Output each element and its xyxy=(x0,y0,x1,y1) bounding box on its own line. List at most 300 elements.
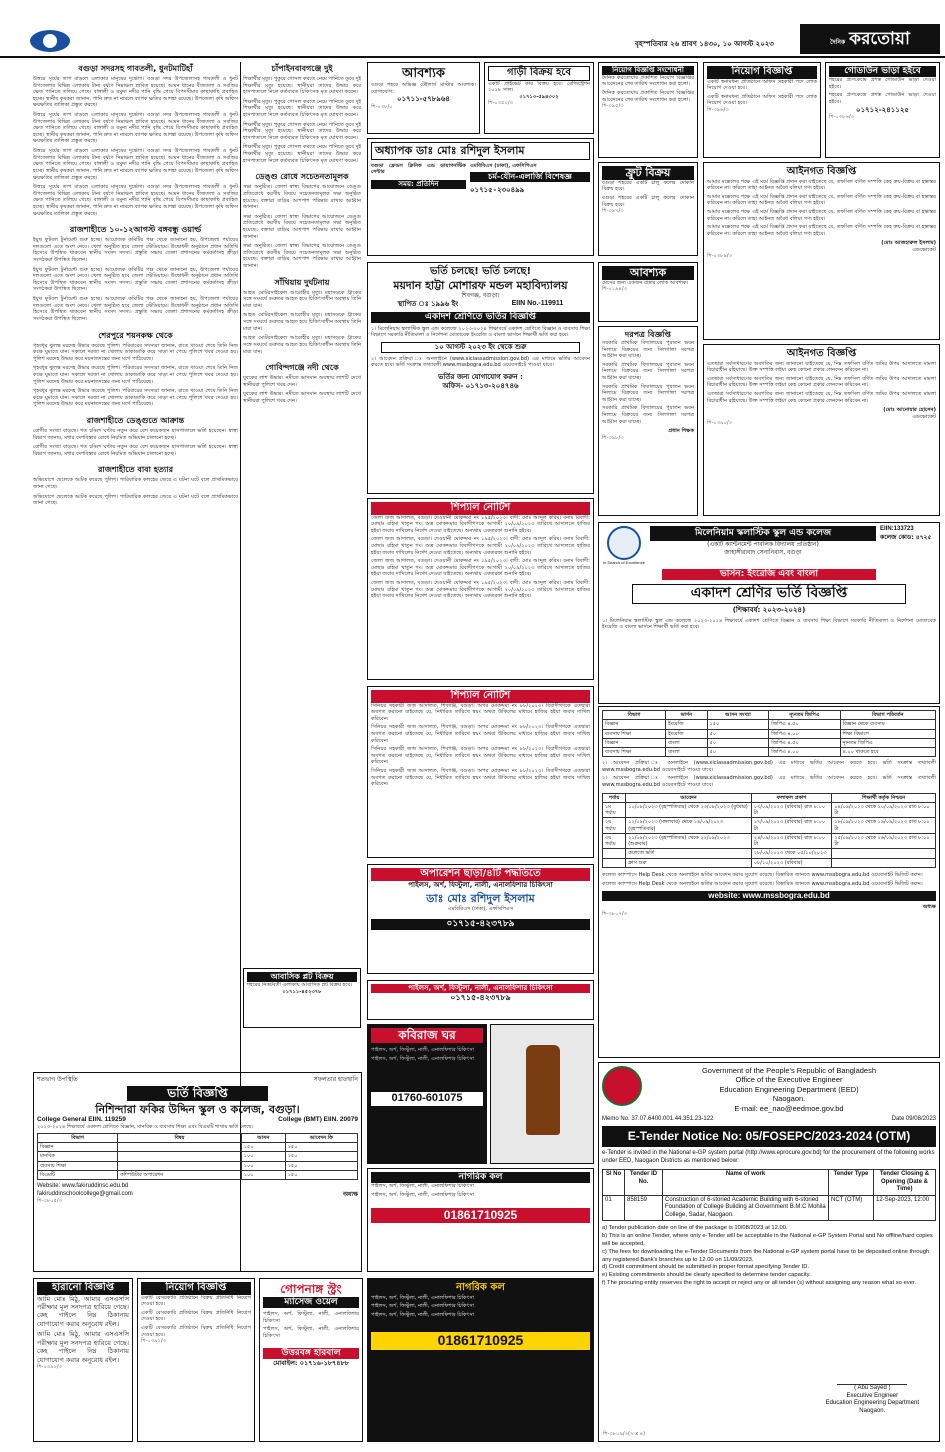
table-cell: 01 xyxy=(603,1195,625,1221)
school-name: মিলেনিয়াম স্কলাস্টিক স্কুল এন্ড কলেজ xyxy=(650,526,876,541)
herbal-ad xyxy=(259,1278,363,1442)
ad-ref: শি-০৩৮/০ xyxy=(371,104,393,111)
strip-title: পাইলস, অর্শ, ফিস্টুলা, নালী, এনালফিশার চিকিৎসা xyxy=(371,984,590,993)
table-header: আসন xyxy=(241,1133,285,1142)
table-cell: মানবিক xyxy=(38,1152,118,1161)
table-header: বিভাগ পরিবর্তন xyxy=(840,711,935,720)
ad-title: গাড়ী বিক্রয় হবে xyxy=(488,66,590,81)
ad-sub: ম্যাসেজ ওয়েল xyxy=(263,1297,359,1308)
doctor-degree: এমবিবিএস (ঢাকা), এফসিপিএস xyxy=(470,162,537,169)
admission-contact: ভর্তির জন্য যোগাযোগ করুন : xyxy=(438,372,523,381)
table-cell: ইংরেজি xyxy=(666,729,707,738)
kobiraj-ad xyxy=(367,1024,487,1164)
newspaper-logo-icon xyxy=(30,30,70,52)
table-cell: জিপিএ ৪.০০ xyxy=(769,729,840,738)
table-cell: ক্লাস শুরু xyxy=(626,858,752,867)
table-row xyxy=(38,1161,358,1170)
nagrik-ad-2 xyxy=(367,1278,594,1442)
news-body: গৃহবধূর ঝুলন্ত মরদেহ উদ্ধার করেছে পুলিশ। পরিবারের সদস্যরা জানান, রাতে খাওয়া শেষে তিনি নিজ কক্ষে ঘুমাতে যান। সকালে দরজা না খোলায় ডাকাডাকি করে সাড়া না পেয়ে পুলিশে খবর দেওয়া হয়। পুলিশ মরদেহ উদ্ধার করে ময়নাতদন্তের জন্য মর্গে পাঠিয়েছে। xyxy=(33,388,238,408)
ad-phone: 01760-601075 xyxy=(371,1092,483,1106)
news-body: সভা অনুষ্ঠিত। জেলা স্বাস্থ্য বিভাগের আয়োজনে ডেঙ্গু প্রতিরোধে করণীয় বিষয়ে সচেতনতামূলক সভা অনুষ্ঠিত হয়েছে। বক্তারা বাড়ির আশপাশ পরিষ্কার রাখার আহ্বান জানান। xyxy=(243,213,361,240)
table-cell: ১৫০ xyxy=(241,1143,285,1152)
table-cell: বাংলা xyxy=(666,738,707,747)
tender-title: E-Tender Notice No: 05/FOSEPC/2023-2024 (OTM) xyxy=(602,1126,936,1147)
table-cell: ১ম পর্যায় xyxy=(603,802,626,818)
gov-line-2: Office of the Executive Engineer xyxy=(735,1075,843,1085)
table-cell: ২৫/০৯/২০২৩ থেকে ২৬/০৯/২০২৩ রাত ৮:০০ টা xyxy=(832,833,936,849)
newspaper-header xyxy=(0,0,945,58)
table-cell: ২১/০৯/২০২৩ (বৃহস্পতিবার) থেকে ২২/০৯/২০২৩ (শুক্রবার) xyxy=(626,833,752,849)
legal-notice-1 xyxy=(703,162,940,340)
news-body: আহত মোটরসাইকেল আরোহীর মৃত্যু। মহাসড়কে ট্রাকের সঙ্গে সংঘর্ষে গুরুতর আহত হয়ে চিকিৎসাধীন অবস্থায় তিনি মারা যান। xyxy=(243,335,361,355)
strip-phone: ০১৭১৫-৪২৩৭৮৯ xyxy=(450,992,511,1002)
ad-title: গোপনাঙ্গ স্ট্রং xyxy=(280,1282,342,1296)
ad-ref: শি-০৩৯১/৩ xyxy=(37,1364,63,1370)
ad-body: পাইলস, অর্শ, ফিস্টুলা, নালী, এনালফিশার চিকিৎসা xyxy=(371,1294,475,1301)
schedule-table xyxy=(602,793,936,868)
notice-body: আমার মক্কেলের পক্ষে এই মর্মে বিজ্ঞপ্তি প্রদান করা যাইতেছে যে, তফসিল বর্ণিত সম্পত্তি কেহ ক্রয়-বিক্রয় বা হস্তান্তর করিবেন না। করিলে তাহা আইনত অবৈধ বলিয়া গণ্য হইবে। xyxy=(707,193,936,207)
table-cell: ১৫০ xyxy=(707,720,769,729)
ad-body: একটি স্বনামধন্য প্রতিষ্ঠানে অফিস সহকারী পদে লোক নিয়োগ দেওয়া হবে। xyxy=(707,78,817,92)
school-place: জাহাঙ্গীরাবাদ সেনানিবাস, বগুড়া xyxy=(724,548,802,556)
apply-note: ২। আবেদন প্রক্রিয়া ঃ অনলাইনে (www.xiclassadmission.gov.bd) এর মাধ্যমে ভর্তির আবেদন করতে হবে। ভর্তি সংক্রান্ত তথ্যাবলী www.mssbogra.edu.bd ওয়েবসাইটে পাওয়া যাবে। xyxy=(602,760,936,773)
table-cell: ১৫০ xyxy=(285,1143,357,1152)
news-title: ডেঙ্গু রোধে সচেতনতামূলক xyxy=(255,172,349,182)
news-body: অভিযোগে ছেলেকে আটক করেছে পুলিশ। পারিবারিক কলহের জেরে এ ঘটনা ঘটে বলে প্রাথমিকভাবে জানা গেছে। xyxy=(33,493,238,507)
gov-line-4: Naogaon. xyxy=(772,1094,806,1104)
footer-note: কলেজ ক্যাম্পাসে Help Desk থেকে অনলাইনে ভর্তির আবেদন করার সুযোগ রয়েছে। বিস্তারিত জানতে www.mssbogra.edu.bd ওয়েবসাইট ভিজিট করুন। xyxy=(602,871,923,878)
table-row xyxy=(38,1170,358,1179)
notice-body: জেলা জজ আদালত, বগুড়া। দেওয়ানী মোকদ্দমা নং ১৯৫/২০২৩। বাদী: মোঃ আব্দুল করিম। বনাম বিবাদী: মোছাঃ রহিমা খাতুন গং। অত্র মোকদ্দমার বিবাদীগণকে আগামী ২০/০৯/২০২৩ তারিখে আদালতে হাজির হইয়া জবাব দাখিলের নির্দেশ দেওয়া যাইতেছে। অন্যথায় একতরফা শুনানি হইবে। xyxy=(371,514,590,534)
ad-ref: শি-৩৯৬/৩ xyxy=(707,106,729,113)
admission-ad-moydan xyxy=(367,262,594,494)
ad-body: মেসের জন্য একজন রান্নার লোক আবশ্যক। xyxy=(602,279,689,286)
table-header: ভার্সন xyxy=(666,711,707,720)
ad-title: কবিরাজ ঘর xyxy=(371,1028,483,1043)
ad-body: শহরের নিকটবর্তী এলাকায় আবাসিক প্লট বিক্রয় হবে। xyxy=(247,982,353,988)
ad-phone: 01861710925 xyxy=(371,1208,590,1223)
table-cell xyxy=(603,858,626,867)
ad-ref: শি-৩৮০৫/৩ xyxy=(37,1198,63,1205)
memo-no: Memo No. 37.07.6400.001.44.351.23-122 xyxy=(602,1115,714,1122)
table-header: Sl No xyxy=(603,1170,625,1196)
lost-notice xyxy=(33,1278,133,1442)
tender-note: b) This is an online Tender, where only e-Tender will be acceptable in the National e-GP System Portal and No offline/hard copies will be accepted. xyxy=(602,1233,933,1247)
e-tender-notice xyxy=(598,1062,940,1442)
notice-role: এডভোকেট xyxy=(912,246,936,253)
table-row xyxy=(603,738,936,747)
table-cell: ২য় পর্যায় xyxy=(603,818,626,834)
admission-intro: ১। মিলেনিয়াম স্কলাস্টিক স্কুল এন্ড কলেজে ২০২৩-২০২৪ শিক্ষাবর্ষে একাদশ শ্রেণিতে বিজ্ঞান ও ব্যবসায় শিক্ষা বিভাগে সরকারি নীতিমালা ও নির্দেশনা মোতাবেক ইংরেজি ও বাংলা ভার্সনে শিক্ষার্থী ভর্তি করা হবে। xyxy=(602,617,936,631)
eiin-general: College General EIIN. 119259 xyxy=(37,1116,126,1124)
table-cell: কম্পিউটার অপারেশন xyxy=(118,1170,242,1179)
godown-rent-ad xyxy=(825,62,940,158)
tender-note: c) The fees for downloading the e-Tender Documents from the National e-GP system portal have to be deposited online through any registered Bank's branches up to 12.00 on 11/09/2023. xyxy=(602,1248,930,1263)
ad-body: পাইলস, অর্শ, ফিস্টুলা, নালী, এনালফিশার চিকিৎসা xyxy=(371,1183,475,1190)
table-row xyxy=(603,729,936,738)
ad-body: বগুড়া শহরের একটি চালু ফলের দোকান বিক্রয় হবে। xyxy=(602,179,694,193)
table-cell xyxy=(118,1161,242,1170)
table-cell: ০৩/০৯/২০২৩ (রবিবার) রাত ৮:০০ টা xyxy=(751,802,832,818)
school-sub: (একটি ক্যান্টনমেন্ট পাবলিক বিদ্যালয় প্রতিষ্ঠান) xyxy=(707,541,819,549)
table-cell: বাংলা xyxy=(666,748,707,757)
table-cell: ১৫০ xyxy=(285,1170,357,1179)
table-row xyxy=(603,858,936,867)
notice-body: আমার মক্কেলের পক্ষে এই মর্মে বিজ্ঞপ্তি প্রদান করা যাইতেছে যে, তফসিল বর্ণিত সম্পত্তি কেহ ক্রয়-বিক্রয় বা হস্তান্তর করিবেন না। করিলে তাহা আইনত অবৈধ বলিয়া গণ্য হইবে। xyxy=(707,208,936,222)
table-cell: ২৪/০৯/২০২৩ (রবিবার) রাত ৮:০০ টা xyxy=(751,833,832,849)
news-body: গৃহবধূর ঝুলন্ত মরদেহ উদ্ধার করেছে পুলিশ। পরিবারের সদস্যরা জানান, রাতে খাওয়া শেষে তিনি নিজ কক্ষে ঘুমাতে যান। সকালে দরজা না খোলায় ডাকাডাকি করে সাড়া না পেয়ে পুলিশে খবর দেওয়া হয়। পুলিশ মরদেহ উদ্ধার করে ময়নাতদন্তের জন্য মর্গে পাঠিয়েছে। xyxy=(33,365,238,385)
news-title: গোবিন্দগঞ্জে নদী থেকে xyxy=(265,363,339,373)
table-header: Name of work xyxy=(663,1170,829,1196)
admission-intro: ২০২৩-২০২৪ শিক্ষাবর্ষে একাদশ শ্রেণিতে বিজ্ঞান, মানবিক ও ব্যবসায় শিক্ষা এবং বিএমটি শাখায় ভর্তি চলছে। xyxy=(37,1124,254,1131)
sipyal-notice-2 xyxy=(367,686,594,858)
table-header: আবেদন ফি xyxy=(285,1133,357,1142)
doctor-name: অধ্যাপক ডাঃ মোঃ রশিদুল ইসলাম xyxy=(371,142,590,160)
table-cell: কলেজে ভর্তি xyxy=(626,849,752,858)
masthead-small: দৈনিক xyxy=(830,39,846,46)
table-cell: শিক্ষা বিভাগে xyxy=(840,729,935,738)
principal-sign: অধ্যক্ষ xyxy=(922,904,936,911)
doctor-specialty: চর্ম-যৌন-এলার্জি বিশেষজ্ঞ xyxy=(470,172,590,182)
seat-table xyxy=(602,710,936,757)
table-cell: ১৮/০৯/২০২৩ থেকে ১৯/০৯/২০২৩ রাত ৮:০০ টা xyxy=(832,818,936,834)
table-cell: ১২/০৯/২০২৩ (মঙ্গলবার) থেকে ১৪/০৯/২০২৩ (বৃহস্পতিবার) xyxy=(626,818,752,834)
sipyal-notice-1 xyxy=(367,498,594,680)
notice-body: এতদ্বারা সর্বসাধারণের অবগতির জন্য জানানো যাইতেছে যে, নিম্ন তফসিল বর্ণিত জমির উপর আদালতে মামলা বিচারাধীন রহিয়াছে। উক্ত সম্পত্তি লইয়া কেহ কোনো প্রকার লেনদেন করিবেন না। xyxy=(707,390,936,404)
tender-table xyxy=(602,1169,936,1221)
masthead xyxy=(800,24,940,54)
sign-role: Education Engineering Department xyxy=(825,1400,919,1406)
notice-sign: (মোঃ আনোয়ার হোসেন) xyxy=(883,407,936,414)
ad-body: শহরের প্রাণকেন্দ্রে প্রশস্ত গোডাউন ভাড়া দেওয়া হইবে। xyxy=(829,92,936,106)
wanted-ad-2 xyxy=(598,262,698,322)
ad-body: বগুড়া শহরের একটি চালু ফলের দোকান বিক্রয় হবে। xyxy=(602,194,694,208)
gov-email: E-mail: ee_nao@eedmoe.gov.bd xyxy=(734,1103,844,1113)
table-cell: ৫০ xyxy=(707,748,769,757)
ad-body: একটি বেসরকারি প্রতিষ্ঠানে বিক্রয় প্রতিনিধি নিয়োগ দেওয়া হবে। xyxy=(141,1324,251,1338)
ad-body: একটি বেসরকারি প্রতিষ্ঠানে বিক্রয় প্রতিনিধি নিয়োগ দেওয়া হবে। xyxy=(141,1294,251,1308)
fakiruddin-admission-ad xyxy=(33,1072,362,1272)
news-body: ইয়ুথ ফুটবল টুর্নামেন্ট শুরু হচ্ছে। আয়োজক কমিটির পক্ষ থেকে জানানো হয়, উপজেলা পর্যায়ের দলগুলো এতে অংশ নেবে। খেলা অনুষ্ঠিত হবে জেলা স্টেডিয়ামে। উদ্বোধনী অনুষ্ঠানে প্রধান অতিথি হিসেবে উপস্থিত থাকবেন স্থানীয় সংসদ সদস্য। প্রস্তুতি সভায় জেলা প্রশাসনের কর্মকর্তাসহ ক্রীড়া সংগঠকরা উপস্থিত ছিলেন। xyxy=(33,266,238,293)
ad-degree: এমবিবিএস (ঢাকা), এফসিপিএস xyxy=(447,906,514,912)
table-row xyxy=(38,1152,358,1161)
table-header: আবেদন xyxy=(626,793,752,802)
tender-intro: e-Tender is invited in the National e-GP system portal (http://www.eprocure.gov.bd) for the procurement of the following works under EED, Naogaon Districts as mentioned below: xyxy=(602,1150,935,1164)
sign-role: Naogaon. xyxy=(859,1407,886,1414)
news-title: শেরপুরে শয়নকক্ষ থেকে xyxy=(98,330,173,340)
school-crest-icon xyxy=(607,526,641,560)
news-title: বগুড়া সদরসহ গাবতলী, ধুনটমাটিহাঁ xyxy=(78,64,193,73)
news-title: রাজশাহীতে ডেঙ্গুতে আক্রান্ত xyxy=(86,415,185,425)
table-cell: বিজ্ঞান থেকে ব্যবসায় xyxy=(840,720,935,729)
news-body: আহত মোটরসাইকেল আরোহীর মৃত্যু। মহাসড়কে ট্রাকের সঙ্গে সংঘর্ষে গুরুতর আহত হয়ে চিকিৎসাধীন অবস্থায় তিনি মারা যান। xyxy=(243,312,361,332)
notice-body: জেলা জজ আদালত, বগুড়া। দেওয়ানী মোকদ্দমা নং ১৯৫/২০২৩। বাদী: মোঃ আব্দুল করিম। বনাম বিবাদী: মোছাঃ রহিমা খাতুন গং। অত্র মোকদ্দমার বিবাদীগণকে আগামী ২০/০৯/২০২৩ তারিখে আদালতে হাজির হইয়া জবাব দাখিলের নির্দেশ দেওয়া যাইতেছে। অন্যথায় একতরফা শুনানি হইবে। xyxy=(371,558,590,578)
ad-body: সরকারি প্রাথমিক বিদ্যালয়ের পুরাতন ভবন নিলামে বিক্রয়ের জন্য সিলগালা দরপত্র আহ্বান করা যাচ্ছে। xyxy=(602,361,694,382)
ad-body: একটি প্রাইভেট কার বিক্রয় হবে। রেজিস্ট্রেশন ২০১৮ সাল। xyxy=(488,80,590,94)
table-header: Tender Type xyxy=(829,1170,874,1196)
ad-phone: 01861710925 xyxy=(371,1332,590,1350)
notice-ref: শি-০৩৯০/৩ xyxy=(707,420,733,427)
admission-class: একাদশ শ্রেণিতে ভর্তির বিজ্ঞপ্তি xyxy=(371,312,590,323)
ad-sign: প্রধান শিক্ষক xyxy=(668,428,694,435)
school-eiin: EIIN:133723 xyxy=(880,526,914,532)
gov-line-1: Government of the People's Republic of Bangladesh xyxy=(701,1066,877,1075)
ad-phone: ০১৭১১-৪৫২৩৭৮ xyxy=(282,988,322,995)
admission-heading: একাদশ শ্রেণির ভর্তি বিজ্ঞপ্তি xyxy=(632,584,906,604)
table-row xyxy=(38,1143,358,1152)
admission-school: ময়দান হাট্টা মোশারফ মন্ডল মহাবিদ্যালয় xyxy=(393,278,568,292)
table-header: বিভাগ xyxy=(38,1133,118,1142)
table-header: ফলাফল প্রকাশ xyxy=(751,793,832,802)
table-cell xyxy=(603,849,626,858)
institute-strip xyxy=(367,980,594,1020)
table-cell: জিপিএ ৪.৫০ xyxy=(769,738,840,747)
ad-ref: শি-৩৯৭/৩ xyxy=(602,208,624,215)
ad-body: একটি স্বনামধন্য প্রতিষ্ঠানে অফিস সহকারী পদে লোক নিয়োগ দেওয়া হবে। xyxy=(707,93,817,107)
ad-title: ফ্রুট বিক্রয় xyxy=(602,166,694,180)
ad-body: পাইলস, অর্শ, ফিস্টুলা, নালী, এনালফিশার চিকিৎসা xyxy=(263,1326,359,1340)
table-cell: বিজ্ঞান xyxy=(38,1143,118,1152)
ad-body: পাইলস, অর্শ, ফিস্টুলা, নালী, এনালফিশার চিকিৎসা xyxy=(408,880,553,889)
news-body: উত্তরে সূর্যের তাপ বাড়লে এলাকার মানুষের দুর্ভোগ। বগুড়া সদর উপজেলাসহ গাবতলী ও ধুনট উপজেলার বিভিন্ন এলাকায় টানা বর্ষণে নিম্নাঞ্চল প্লাবিত হয়েছে। আমন ধানের বীজতলা ও সবজির ক্ষেত পানিতে তলিয়ে গেছে। বাঙ্গালী ও যমুনা নদীর পানি বৃদ্ধি পেয়ে বিপদসীমার কাছাকাছি প্রবাহিত হচ্ছে। স্থানীয় কৃষকরা জানান, পানি দ্রুত না নামলে ব্যাপক ক্ষতির আশঙ্কা রয়েছে। উপজেলা কৃষি অফিস ক্ষয়ক্ষতির তালিকা প্রস্তুত করছে। xyxy=(33,76,238,109)
table-cell: 12-Sep-2023, 12:00 xyxy=(874,1195,936,1221)
table-cell: ৪.০০ থাকতে হবে xyxy=(840,748,935,757)
issue-date: বৃহস্পতিবার ২৬ শ্রাবণ ১৪৩০, ১০ আগস্ট ২০২৩ xyxy=(635,40,774,48)
faqir-table xyxy=(37,1133,358,1180)
job-notice-2 xyxy=(137,1278,255,1442)
ad-title: নাগরিক কল xyxy=(371,1172,590,1183)
ad-body: দৈনিক করতোয়ায় প্রকাশিত নিয়োগ বিজ্ঞপ্তির আবেদনের শেষ তারিখ সংশোধন করা হলো। xyxy=(602,74,694,88)
news-body: অভিযোগে ছেলেকে আটক করেছে পুলিশ। পারিবারিক কলহের জেরে এ ঘটনা ঘটে বলে প্রাথমিকভাবে জানা গেছে। xyxy=(33,477,238,491)
notice-body: সিনিয়র সহকারী জজ আদালত, শিবগঞ্জ, বগুড়া। অপর মোকদ্দমা নং ৮৮/২০২৩। বিবাদীগণকে এতদ্বারা অবগত করানো যাইতেছে যে, নির্ধারিত তারিখে স্বয়ং অথবা উকিলের মাধ্যমে হাজির হইয়া জবাব দাখিল করিবেন। xyxy=(371,702,590,722)
notice-sign: (মোঃ আজহারুল ইসলাম) xyxy=(881,240,936,247)
ad-title: নিয়োগ বিজ্ঞপ্তি xyxy=(707,66,817,79)
ad-body: আমি মোঃ মিঠু, আমার এসএসসি পরীক্ষার মূল সনদপত্র হারিয়ে গেছে। কেহ পাইলে নিম্ন ঠিকানায় যোগাযোগ করার অনুরোধ রইল। xyxy=(37,1330,129,1364)
middle-news-column xyxy=(243,62,361,962)
table-cell: NCT (OTM) xyxy=(829,1195,874,1221)
school-name: নিশিন্দারা ফকির উদ্দিন স্কুল ও কলেজ, বগুড়া। xyxy=(95,1102,300,1116)
table-cell: বিজ্ঞান xyxy=(603,738,666,747)
table-cell: ১৫০ xyxy=(285,1161,357,1170)
ad-body: সরকারি প্রাথমিক বিদ্যালয়ের পুরাতন ভবন নিলামে বিক্রয়ের জন্য সিলগালা দরপত্র আহ্বান করা যাচ্ছে। xyxy=(602,383,694,403)
news-body: শিক্ষার্থীর মৃত্যু। পুকুরে গোসল করতে নেমে পানিতে ডুবে দুই শিক্ষার্থীর মৃত্যু হয়েছে। স্থানীয়রা তাদের উদ্ধার করে হাসপাতালে নিলে কর্তব্যরত চিকিৎসক মৃত ঘোষণা করেন। xyxy=(243,144,361,164)
table-header: বিভাগ xyxy=(603,711,666,720)
notice-title: আইনগত বিজ্ঞপ্তি xyxy=(786,348,857,359)
table-row xyxy=(603,818,936,834)
notice-title: শিপ্যাল নোটিশ xyxy=(371,690,590,703)
table-cell: ০৮/১০/২০২৩ (রবিবার) xyxy=(751,858,832,867)
admission-banner: ভর্তি বিজ্ঞপ্তি xyxy=(127,1086,268,1101)
ad-body: শহরের প্রাণকেন্দ্রে প্রশস্ত গোডাউন ভাড়া দেওয়া হইবে। xyxy=(829,77,936,90)
doctor-time-label: সময়: প্রতিদিন xyxy=(371,180,466,189)
table-row xyxy=(603,748,936,757)
table-cell: ২৮/০৯/২০২৩ থেকে ০৫/১০/২০২৩ xyxy=(751,849,832,858)
ad-body: সরকারি প্রাথমিক বিদ্যালয়ের পুরাতন ভবন নিলামে বিক্রয়ের জন্য সিলগালা দরপত্র আহ্বান করা যাচ্ছে। xyxy=(602,405,694,425)
table-cell: 858159 xyxy=(625,1195,663,1221)
ad-title: দরপত্র বিজ্ঞপ্তি xyxy=(625,330,671,339)
legal-notice-2 xyxy=(703,344,940,516)
table-cell: জিপিএ ৪.৫০ xyxy=(769,720,840,729)
news-body: ইয়ুথ ফুটবল টুর্নামেন্ট শুরু হচ্ছে। আয়োজক কমিটির পক্ষ থেকে জানানো হয়, উপজেলা পর্যায়ের দলগুলো এতে অংশ নেবে। খেলা অনুষ্ঠিত হবে জেলা স্টেডিয়ামে। উদ্বোধনী অনুষ্ঠানে প্রধান অতিথি হিসেবে উপস্থিত থাকবেন স্থানীয় সংসদ সদস্য। প্রস্তুতি সভায় জেলা প্রশাসনের কর্মকর্তাসহ ক্রীড়া সংগঠকরা উপস্থিত ছিলেন। xyxy=(33,237,238,264)
news-body: যুবকের লাশ উদ্ধার। নদীতে ভাসমান অবস্থায় লাশটি দেখে স্থানীয়রা পুলিশে খবর দেন। xyxy=(243,375,361,388)
table-cell: ব্যবসায় শিক্ষা xyxy=(603,729,666,738)
table-cell: বিজ্ঞান xyxy=(603,720,666,729)
table-cell: Construction of 6-storied Academic Building with 6-storied Foundation of College Building at Government B.M.C Mohila College, Sadar, Naogaon. xyxy=(663,1195,829,1221)
school-email: fakiruddinschoolcollege@gmail.com xyxy=(37,1190,133,1197)
sign-role: Executive Engineer xyxy=(846,1392,899,1399)
ad-ref: শি-০৩৫০/৩ xyxy=(488,100,514,107)
table-cell xyxy=(832,849,936,858)
notice-title: শিপ্যাল নোটিশ xyxy=(371,502,590,515)
admission-phone: অফিস- ০১৭১৩-২০৪৭৪৬ xyxy=(442,381,519,390)
bottle-icon xyxy=(526,1045,560,1135)
news-body: সভা অনুষ্ঠিত। জেলা স্বাস্থ্য বিভাগের আয়োজনে ডেঙ্গু প্রতিরোধে করণীয় বিষয়ে সচেতনতামূলক সভা অনুষ্ঠিত হয়েছে। বক্তারা বাড়ির আশপাশ পরিষ্কার রাখার আহ্বান জানান। xyxy=(243,184,361,211)
ad-title: নিয়োগ বিজ্ঞপ্তি xyxy=(141,1282,251,1295)
footer-note: কলেজ ক্যাম্পাসে Help Desk থেকে অনলাইনে ভর্তির আবেদন করার সুযোগ রয়েছে। বিস্তারিত জানতে www.mssbogra.edu.bd ওয়েবসাইট ভিজিট করুন। xyxy=(602,880,923,887)
tender-note: f) The procuring entity reserves the right to accept or reject any or all tender (s) without assigning any reason what so ever. xyxy=(602,1280,917,1287)
ad-body: দৈনিক করতোয়ায় প্রকাশিত নিয়োগ বিজ্ঞপ্তির আবেদনের শেষ তারিখ সংশোধন করা হলো। xyxy=(602,89,694,103)
news-title: চাঁপাইনবাবগঞ্জে দুই xyxy=(271,64,333,73)
notice-body: আমার মক্কেলের পক্ষে এই মর্মে বিজ্ঞপ্তি প্রদান করা যাইতেছে যে, তফসিল বর্ণিত সম্পত্তি কেহ ক্রয়-বিক্রয় বা হস্তান্তর করিবেন না। করিলে তাহা আইনত অবৈধ বলিয়া গণ্য হইবে। xyxy=(707,224,936,237)
ad-ref: শি-০১৯৪/৩ xyxy=(602,286,628,293)
notice-body: সিনিয়র সহকারী জজ আদালত, শিবগঞ্জ, বগুড়া। অপর মোকদ্দমা নং ৮৮/২০২৩। বিবাদীগণকে এতদ্বারা অবগত করানো যাইতেছে যে, নির্ধারিত তারিখে স্বয়ং অথবা উকিলের মাধ্যমে হাজির হইয়া জবাব দাখিল করিবেন। xyxy=(371,724,590,744)
principal-sign: অধ্যক্ষ xyxy=(342,1190,358,1198)
admission-date: ১০ আগস্ট ২০২৩ ইং থেকে শুরু xyxy=(381,342,580,353)
ad-ref: শি-৩৮০৯/৩(৭ x ৪) xyxy=(603,1430,646,1437)
ad-body: বগুড়া শহরে অভিজ্ঞ টেইলার্স মাস্টার আবশ্যক। যোগাযোগ: xyxy=(371,82,476,95)
table-cell: ৩য় পর্যায় xyxy=(603,833,626,849)
table-cell: ব্যবসায় শিক্ষা xyxy=(38,1161,118,1170)
table-row xyxy=(603,1195,936,1221)
news-title: রাজশাহীতে বাবা হত্যার xyxy=(97,465,173,475)
government-seal-icon xyxy=(602,1066,642,1106)
table-header: শিক্ষার্থী কর্তৃক নিশ্চয়ন xyxy=(832,793,936,802)
notice-body: এতদ্বারা সর্বসাধারণের অবগতির জন্য জানানো যাইতেছে যে, নিম্ন তফসিল বর্ণিত জমির উপর আদালতে মামলা বিচারাধীন রহিয়াছে। উক্ত সম্পত্তি লইয়া কেহ কোনো প্রকার লেনদেন করিবেন না। xyxy=(707,375,936,389)
admission-session: (শিক্ষাবর্ষ: ২০২৩-২০২৪) xyxy=(732,605,806,614)
memo-date: Date 09/08/2023 xyxy=(891,1115,936,1122)
ad-body: পাইলস, অর্শ, ফিস্টুলা, নালী, এনালফিশার চিকিৎসা xyxy=(371,1311,475,1318)
top-right-tagline: সফলতার হাতছানি xyxy=(313,1076,358,1083)
news-body: রোগীর সংখ্যা বাড়ছে। গত চব্বিশ ঘণ্টায় নতুন করে বেশ কয়েকজন হাসপাতালে ভর্তি হয়েছেন। স্বাস্থ্য বিভাগ জানায়, মশার বংশবিস্তার রোধে নিয়মিত অভিযান চালানো হচ্ছে। xyxy=(33,444,238,457)
notice-body: আমার মক্কেলের পক্ষে এই মর্মে বিজ্ঞপ্তি প্রদান করা যাইতেছে যে, তফসিল বর্ণিত সম্পত্তি কেহ ক্রয়-বিক্রয় বা হস্তান্তর করিবেন না। করিলে তাহা আইনত অবৈধ বলিয়া গণ্য হইবে। xyxy=(707,178,936,192)
version-label: ভার্সন: ইংরেজি এবং বাংলা xyxy=(662,569,876,580)
table-row xyxy=(603,802,936,818)
table-row xyxy=(603,833,936,849)
table-header: বিষয় xyxy=(118,1133,242,1142)
news-body: সভা অনুষ্ঠিত। জেলা স্বাস্থ্য বিভাগের আয়োজনে ডেঙ্গু প্রতিরোধে করণীয় বিষয়ে সচেতনতামূলক সভা অনুষ্ঠিত হয়েছে। বক্তারা বাড়ির আশপাশ পরিষ্কার রাখার আহ্বান জানান। xyxy=(243,243,361,270)
news-body: শিক্ষার্থীর মৃত্যু। পুকুরে গোসল করতে নেমে পানিতে ডুবে দুই শিক্ষার্থীর মৃত্যু হয়েছে। স্থানীয়রা তাদের উদ্ধার করে হাসপাতালে নিলে কর্তব্যরত চিকিৎসক মৃত ঘোষণা করেন। xyxy=(243,98,361,119)
ad-body: পাইলস, অর্শ, ফিস্টুলা, নালী, এনালফিশার চিকিৎসা xyxy=(371,1303,475,1310)
notice-body: সিনিয়র সহকারী জজ আদালত, শিবগঞ্জ, বগুড়া। অপর মোকদ্দমা নং ৮৮/২০২৩। বিবাদীগণকে এতদ্বারা অবগত করানো যাইতেছে যে, নির্ধারিত তারিখে স্বয়ং অথবা উকিলের মাধ্যমে হাজির হইয়া জবাব দাখিল করিবেন। xyxy=(371,767,590,788)
ad-title: নিয়োগ বিজ্ঞপ্তি সংশোধনী xyxy=(602,66,694,75)
notice-ref: শি-০৩৮৯/৩ xyxy=(707,253,733,260)
table-cell xyxy=(832,858,936,867)
table-cell: ৫০ xyxy=(707,738,769,747)
table-header: আসন সংখ্যা xyxy=(707,711,769,720)
doctor-chamber: বগুড়া ফ্রেন্ডস ক্লিনিক এন্ড ডায়াগনস্টিক সেন্টার xyxy=(371,162,466,176)
tender-bid-ad xyxy=(598,326,698,516)
ad-body: আমি মোঃ মিঠু, আমার এসএসসি পরীক্ষার মূল সনদপত্র হারিয়ে গেছে। কেহ পাইলে নিম্ন ঠিকানায় যোগাযোগ করার অনুরোধ রইল। xyxy=(37,1294,129,1328)
ad-title: আবশ্যক xyxy=(602,266,694,280)
ad-title: অপারেশন ছাড়া/৪টি পদ্ধতিতে xyxy=(371,868,590,881)
ad-phone: ০১৭১৩-৫৯৪৩০২ xyxy=(519,93,559,100)
gov-line-3: Education Engineering Department (EED) xyxy=(719,1084,859,1094)
car-sale-ad xyxy=(484,62,594,134)
table-header: Tender ID No. xyxy=(625,1170,663,1196)
tender-note: d) Credit commitment should be submitted in proper format specifying Tender ID. xyxy=(602,1264,810,1271)
table-header: Tender Closing & Opening (Date & Time) xyxy=(874,1170,936,1196)
admission-est: স্থাপিত ঃ ১৯৯৬ ইং xyxy=(397,299,459,308)
product-photo xyxy=(490,1024,594,1164)
table-cell xyxy=(118,1143,242,1152)
apply-note: ২। আবেদন প্রক্রিয়া ঃ অনলাইনে (www.xiclassadmission.gov.bd) এর মাধ্যমে ভর্তির আবেদন করতে হবে। ভর্তি সংক্রান্ত তথ্যাবলী www.mssbogra.edu.bd ওয়েবসাইটে পাওয়া যাবে। xyxy=(602,775,936,789)
ad-ref: শি-০৩৯২/৩ xyxy=(141,1338,167,1345)
ad-ref: শি-৩৯৮/৩ xyxy=(602,434,624,441)
signature-icon xyxy=(837,1363,907,1385)
ad-title: হারানো বিজ্ঞপ্তি xyxy=(37,1282,129,1295)
admission-body: ২। আবেদন প্রক্রিয়া ঃ অনলাইনে (www.xiclassadmission.gov.bd) এর মাধ্যমে ভর্তির আবেদন করতে হবে। ভর্তি সংক্রান্ত তথ্যাবলী www.mssbogra.edu.bd ওয়েবসাইটে পাওয়া যাবে। xyxy=(371,355,590,369)
table-row xyxy=(603,849,936,858)
admission-body: ১। মিলেনিয়াম স্কলাস্টিক স্কুল এন্ড কলেজে ২০২৩-২০২৪ শিক্ষাবর্ষে একাদশ শ্রেণিতে বিজ্ঞান ও ব্যবসায় শিক্ষা বিভাগে সরকারি নীতিমালা ও নির্দেশনা মোতাবেক ইংরেজি ও বাংলা ভার্সনে শিক্ষার্থী ভর্তি করা হবে। xyxy=(371,325,590,339)
ad-title: নাগরিক কল xyxy=(456,1282,505,1293)
nagrik-ad xyxy=(367,1168,594,1272)
ad-body: একটি বেসরকারি প্রতিষ্ঠানে বিক্রয় প্রতিনিধি নিয়োগ দেওয়া হবে। xyxy=(141,1309,251,1323)
ad-title: আবশ্যক xyxy=(402,66,445,81)
news-body: ইয়ুথ ফুটবল টুর্নামেন্ট শুরু হচ্ছে। আয়োজক কমিটির পক্ষ থেকে জানানো হয়, উপজেলা পর্যায়ের দলগুলো এতে অংশ নেবে। খেলা অনুষ্ঠিত হবে জেলা স্টেডিয়ামে। উদ্বোধনী অনুষ্ঠানে প্রধান অতিথি হিসেবে উপস্থিত থাকবেন স্থানীয় সংসদ সদস্য। প্রস্তুতি সভায় জেলা প্রশাসনের কর্মকর্তাসহ ক্রীড়া সংগঠকরা উপস্থিত ছিলেন। xyxy=(33,296,238,322)
notice-role: এডভোকেট xyxy=(912,413,936,420)
ad-doctor: ডাঃ মোঃ রশিদুল ইসলাম xyxy=(426,892,535,906)
table-header: পর্যায় xyxy=(603,793,626,802)
table-cell: জিপিএ ৪.০০ xyxy=(769,748,840,757)
admission-eiin: EIIN No.-119911 xyxy=(511,299,564,307)
table-cell: ১৭/০৯/২০২৩ (রবিবার) রাত ৮:০০ টা xyxy=(751,818,832,834)
ad-phone: মোবাইল: ০১৭১৬-১৮৭৪৮৮ xyxy=(273,1358,349,1367)
eiin-bmt: College (BMT) EIIN. 20079 xyxy=(278,1116,358,1124)
notice-body: জেলা জজ আদালত, বগুড়া। দেওয়ানী মোকদ্দমা নং ১৯৫/২০২৩। বাদী: মোঃ আব্দুল করিম। বনাম বিবাদী: মোছাঃ রহিমা খাতুন গং। অত্র মোকদ্দমার বিবাদীগণকে আগামী ২০/০৯/২০২৩ তারিখে আদালতে হাজির হইয়া জবাব দাখিলের নির্দেশ দেওয়া যাইতেছে। অন্যথায় একতরফা শুনানি হইবে। xyxy=(371,579,590,600)
news-body: আহত মোটরসাইকেল আরোহীর মৃত্যু। মহাসড়কে ট্রাকের সঙ্গে সংঘর্ষে গুরুতর আহত হয়ে চিকিৎসাধীন অবস্থায় তিনি মারা যান। xyxy=(243,289,361,309)
news-body: শিক্ষার্থীর মৃত্যু। পুকুরে গোসল করতে নেমে পানিতে ডুবে দুই শিক্ষার্থীর মৃত্যু হয়েছে। স্থানীয়রা তাদের উদ্ধার করে হাসপাতালে নিলে কর্তব্যরত চিকিৎসক মৃত ঘোষণা করেন। xyxy=(243,121,361,141)
ad-title: গোডাউন ভাড়া হইবে xyxy=(829,66,936,77)
job-notice-correction xyxy=(598,62,698,158)
ad-title: আবাসিক প্লট বিক্রয় xyxy=(247,972,357,982)
school-motto: In Search of Excellence xyxy=(602,560,646,565)
tender-note: e) Existing commitments should be clearly specified to determine tender capacity. xyxy=(602,1272,811,1279)
ad-body: সরকারি প্রাথমিক বিদ্যালয়ের পুরাতন ভবন নিলামে বিক্রয়ের জন্য সিলগালা দরপত্র আহ্বান করা যাচ্ছে। xyxy=(602,340,694,360)
news-body: উত্তরে সূর্যের তাপ বাড়লে এলাকার মানুষের দুর্ভোগ। বগুড়া সদর উপজেলাসহ গাবতলী ও ধুনট উপজেলার বিভিন্ন এলাকায় টানা বর্ষণে নিম্নাঞ্চল প্লাবিত হয়েছে। আমন ধানের বীজতলা ও সবজির ক্ষেত পানিতে তলিয়ে গেছে। বাঙ্গালী ও যমুনা নদীর পানি বৃদ্ধি পেয়ে বিপদসীমার কাছাকাছি প্রবাহিত হচ্ছে। স্থানীয় কৃষকরা জানান, পানি দ্রুত না নামলে ব্যাপক ক্ষতির আশঙ্কা রয়েছে। উপজেলা কৃষি অফিস ক্ষয়ক্ষতির তালিকা প্রস্তুত করছে। xyxy=(33,148,238,181)
doctor-ad xyxy=(367,138,594,256)
admission-place: শিবগঞ্জ, বগুড়া। xyxy=(461,292,500,300)
table-cell: ১০০ xyxy=(241,1170,285,1179)
table-header: ন্যূনতম জিপিএ xyxy=(769,711,840,720)
table-cell: ১০০ xyxy=(241,1161,285,1170)
doctor-phone: ০১৭১৫-২৩০৪৯৯ xyxy=(470,186,525,195)
table-cell: ইংরেজি xyxy=(666,720,707,729)
news-body: যুবকের লাশ উদ্ধার। নদীতে ভাসমান অবস্থায় লাশটি দেখে স্থানীয়রা পুলিশে খবর দেন। xyxy=(243,391,361,404)
ad-phone: ০১৭১২-২৪১১২৫ xyxy=(856,105,909,114)
table-cell: ১৫০ xyxy=(285,1152,357,1161)
table-row xyxy=(603,720,936,729)
table-cell: ৫০ xyxy=(707,729,769,738)
table-cell: ব্যবসায় শিক্ষা xyxy=(603,748,666,757)
table-cell xyxy=(118,1152,242,1161)
fruit-sale-ad xyxy=(598,162,698,256)
table-cell: ১০০ xyxy=(241,1152,285,1161)
school-website: website: www.mssbogra.edu.bd xyxy=(602,891,936,901)
ad-ref: শি-০৩৮৬/৩ xyxy=(829,114,855,121)
notice-title: আইনগত বিজ্ঞপ্তি xyxy=(786,166,857,177)
masthead-title: করতোয়া xyxy=(849,29,910,49)
table-cell: ১০/০৮/২০২৩ (বৃহস্পতিবার) থেকে ২৩/০৮/২০২৩ (বুধবার) xyxy=(626,802,752,818)
